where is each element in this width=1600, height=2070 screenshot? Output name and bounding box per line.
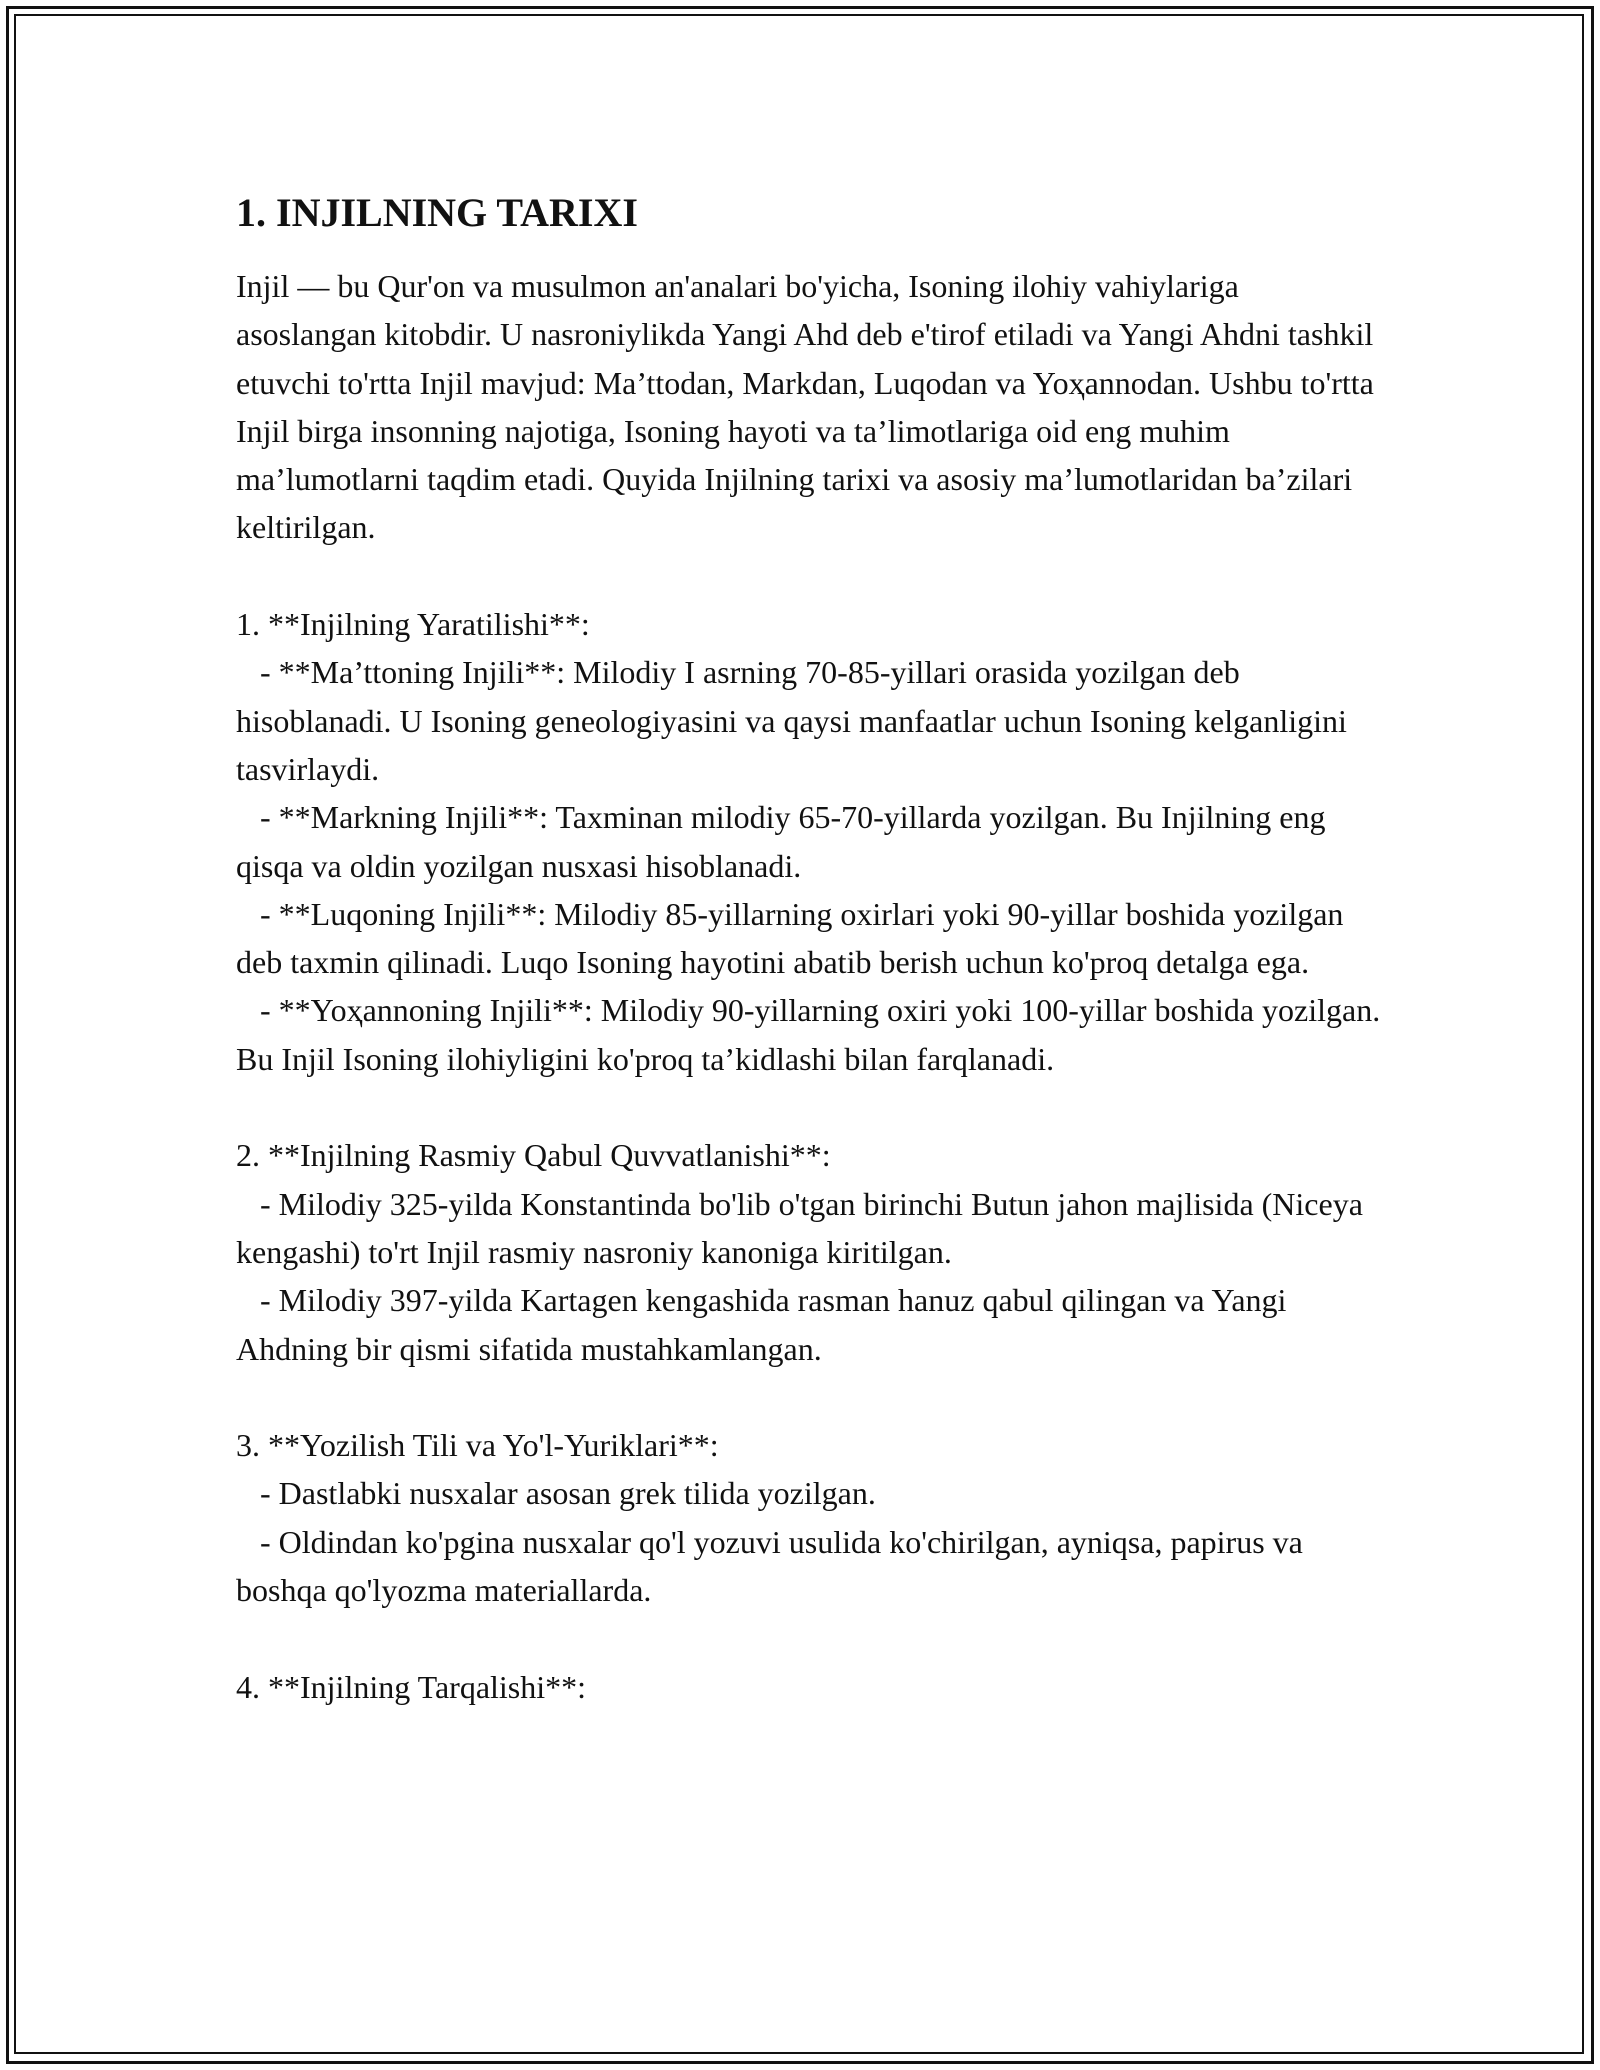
list-subitem-manuscripts: - Oldindan ko'pgina nusxalar qo'l yozuvi usulida ko'chirilgan, ayniqsa, papirus va boshqa qo'lyozma materiallarda. bbox=[236, 1523, 1311, 1609]
list-subitem-greek: - Dastlabki nusxalar asosan grek tilida yozilgan. bbox=[236, 1475, 876, 1512]
list-subitem-john: - **Yoҳannoning Injili**: Milodiy 90-yillarning oxiri yoki 100-yillar boshida yozilgan. Bu Injil Isoning ilohiyligini ko'proq ta’kidlashi bilan farqlanadi. bbox=[236, 992, 1389, 1077]
blank-line bbox=[236, 1373, 1386, 1421]
list-subitem-matthew: - **Ma’ttoning Injili**: Milodiy I asrning 70-85-yillari orasida yozilgan deb hisoblanadi. U Isoning geneologiyasini va qaysi manfaatlar uchun Isoning kelganligini tasvirlaydi. bbox=[236, 654, 1355, 787]
blank-line bbox=[236, 1083, 1386, 1131]
section-heading: 1. INJILNING TARIXI bbox=[236, 190, 638, 235]
blank-line bbox=[236, 552, 1386, 600]
list-subitem-nicaea: - Milodiy 325-yilda Konstantinda bo'lib o'tgan birinchi Butun jahon majlisida (Niceya kengashi) to'rt Injil rasmiy nasroniy kanoniga kiritilgan. bbox=[236, 1185, 1371, 1270]
list-item-3-title: 3. **Yozilish Tili va Yo'l-Yuriklari**: bbox=[236, 1427, 719, 1464]
list-item-1-title: 1. **Injilning Yaratilishi**: bbox=[236, 606, 590, 643]
document-body bbox=[236, 188, 1389, 1711]
blank-line bbox=[236, 1614, 1386, 1662]
list-item-4-title: 4. **Injilning Tarqalishi**: bbox=[236, 1668, 587, 1705]
intro-paragraph: Injil — bu Qur'on va musulmon an'analari bo'yicha, Isoning ilohiy vahiylariga asoslangan kitobdir. U nasroniylikda Yangi Ahd deb e'tirof etiladi va Yangi Ahdni tashkil etuvchi to'rtta Injil mavjud: Ma’ttodan, Markdan, Luqodan va Yoҳannodan. Ushbu to'rtta Injil birga insonning najotiga, Isoning hayoti va ta’limotlariga oid eng muhim ma’lumotlarni taqdim etadi. Quyida Injilning tarixi va asosiy ma’lumotlaridan ba’zilari keltirilgan. bbox=[236, 268, 1382, 546]
list-subitem-carthage: - Milodiy 397-yilda Kartagen kengashida rasman hanuz qabul qilingan va Yangi Ahdning bir qismi sifatida mustahkamlangan. bbox=[236, 1282, 1293, 1367]
list-subitem-mark: - **Markning Injili**: Taxminan milodiy 65-70-yillarda yozilgan. Bu Injilning eng qisqa va oldin yozilgan nusxasi hisoblanadi. bbox=[236, 799, 1334, 884]
list-subitem-luke: - **Luqoning Injili**: Milodiy 85-yillarning oxirlari yoki 90-yillar boshida yozilgan deb taxmin qilinadi. Luqo Isoning hayotini abatib berish uchun ko'proq detalga ega. bbox=[236, 895, 1352, 981]
list-item-2-title: 2. **Injilning Rasmiy Qabul Quvvatlanishi**: bbox=[236, 1137, 831, 1174]
